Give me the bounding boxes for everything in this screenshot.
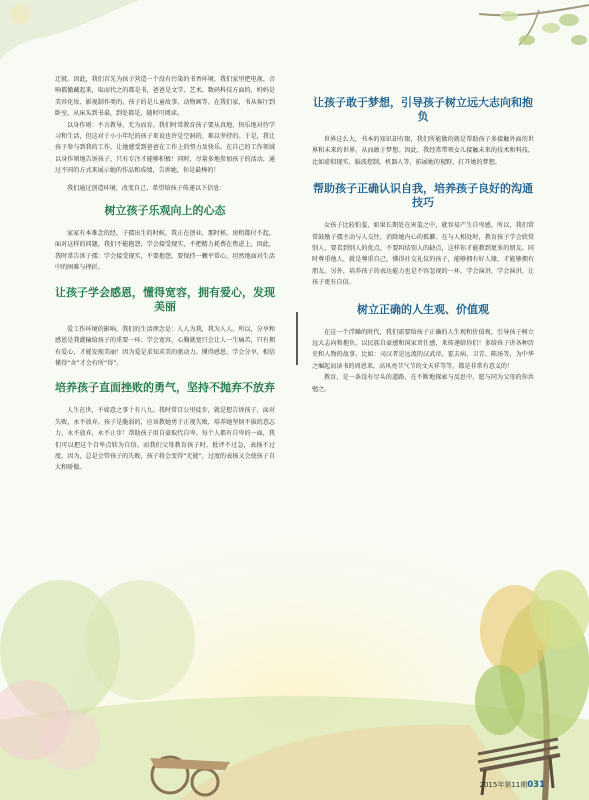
section-heading: 培养孩子直面挫败的勇气，坚持不抛弃不放弃 — [55, 381, 275, 395]
right-column — [312, 96, 534, 395]
paragraph: 女孩子比较怕羞，如果长期处在害羞之中，就容易产生自卑感，所以，我们常常鼓励子孺主动与人交往，消除她内心的孤僻。在与人相处时，教育孩子学会欣赏别人，要看到别人的优点，不要纠结别人的缺点，这样你才能教到更多的朋友。同时尊重他人，就是尊重自己，懂得社交礼仪的孩子，能够拥有好人缘，才能够拥有朋友。另外，培养孩子的表达能力也是不容忽视的一环，学会演讲，学会演讲，让孩子更有自信。 — [312, 222, 534, 287]
section-heading: 帮助孩子正确认识自我，培养孩子良好的沟通技巧 — [313, 182, 533, 210]
column-divider — [296, 312, 298, 365]
paragraph: 迁就。因此，我们首先为孩子营造一个没有污染的书香环境，我们家里把电视、音响都撤藏起来，取而代之的都是书，爸爸是文学、艺术、数码科技方面的，妈妈是美容化妆、影视制作类的，孩子的是儿童故事、动物画等。在我们家，书从客厅到卧室，从床头到书桌，到处都是，随时可阅读。 — [55, 76, 275, 118]
paragraph: 人生在世，不如意之事十有八九。我时常百公里徒步，就是想告诉孩子，面对失败，永不放弃。孩子是脆弱的，应该教她勇于正视失败，培养她坚韧不拔的意志力，永不放弃，永不止步！帮助孩子用自豪取代自卑，每个人都有自卑的一面，我们可以把这个自卑点转为自信。而我们父母教育孩子时，批评不过急，表扬不过度。因为，总是会管孩子的失败，孩子将会变得“无能”，过度的表扬又会使孩子自大和骄傲。 — [55, 407, 275, 472]
left-column — [55, 74, 275, 474]
paragraph: 我们通过创造环境，改变自己，希望给孩子传递以下信息： — [67, 184, 226, 192]
page-number: 031 — [527, 780, 545, 790]
paragraph: 以身作则：不言教导、无为而育。我们时常教育孩子要从真地、快乐地对待学习和生活，但这对于小小年纪的孩子来说也许是空洞的、难以坚持的。于是，我让孩子参与到我的工作，让她感受到爸爸在工作上的努力及快乐。在自己的工作领域以身作则地告诉孩子，只有专注才能够积极！同时，尽量多地参加孩子的活动，通过不同的方式来展示她的作品和成绩，告诉她，你是最棒的！ — [55, 121, 275, 175]
section-heading: 树立正确的人生观、价值观 — [357, 302, 489, 316]
page-footer — [480, 780, 545, 790]
paragraph: 在这一个浮躁的时代，我们需要给孩子正确的人生观和价值观，引导孩子树立远大志向和抱负，以民族自豪感和国家责任感，来传递给你们！多给孩子讲各种历史和人物的故事，比如：司汉者是远流的汉武帝、霍去病、卫青、陈汤等，为中华之崛起而读书的周恩来，高风亮节气节的文天祥等等，都是非常有意义的！ — [312, 328, 534, 370]
paragraph: 教育，是一条没有尽头的道路，在不断地探索与反思中，愿与同为父母的你共勉之。 — [312, 374, 534, 393]
park-scenery-illustration — [0, 470, 589, 800]
paragraph: 家家有本难念的经，子孺出生的时候，我正在创业，那时候，房租都付不起，面对这样的问题，我们不能抱怨，学会接受现实，不把精力耗费在焦虑上，因此，我时常告诉子孺：学会接受现实，不要抱怨，要保持一颗平常心，坦然地面对生活中的困难与挫折。 — [55, 230, 275, 272]
section-heading: 让孩子敢于梦想，引导孩子树立远大志向和抱负 — [313, 96, 533, 123]
section-heading: 树立孩子乐观向上的心态 — [104, 204, 226, 218]
paragraph: 爱工作环境的影响，我们的生活理念是：人人为我，我为人人。所以，分享和感恩是我灌输给孩子的重要一环；学会宽容，心胸就宽只会让人一生痛苦，只有拥有爱心，才能发现美丽！因为爱是求知求美的驱动力。懂得感恩，学会分享，相信懂得“舍”才会有所“得”。 — [55, 325, 275, 367]
paragraph: 世界这么大，书本的知识却有限，我们所能做的就是帮助孩子多接触外面的世界和未来的世界，从而敢于梦想。因此，我经常带领女儿接触未来的技术和科技，比如虚拟现实、脑波控制、机器人等，拓展她的视野，打开她的梦想。 — [312, 136, 534, 166]
section-heading: 让孩子学会感恩，懂得宽容，拥有爱心，发现美丽 — [55, 285, 275, 313]
branch-decoration-icon — [419, 0, 589, 80]
issue-label: 2015年第11期 — [479, 781, 528, 789]
corner-decoration-top-left — [0, 0, 140, 60]
